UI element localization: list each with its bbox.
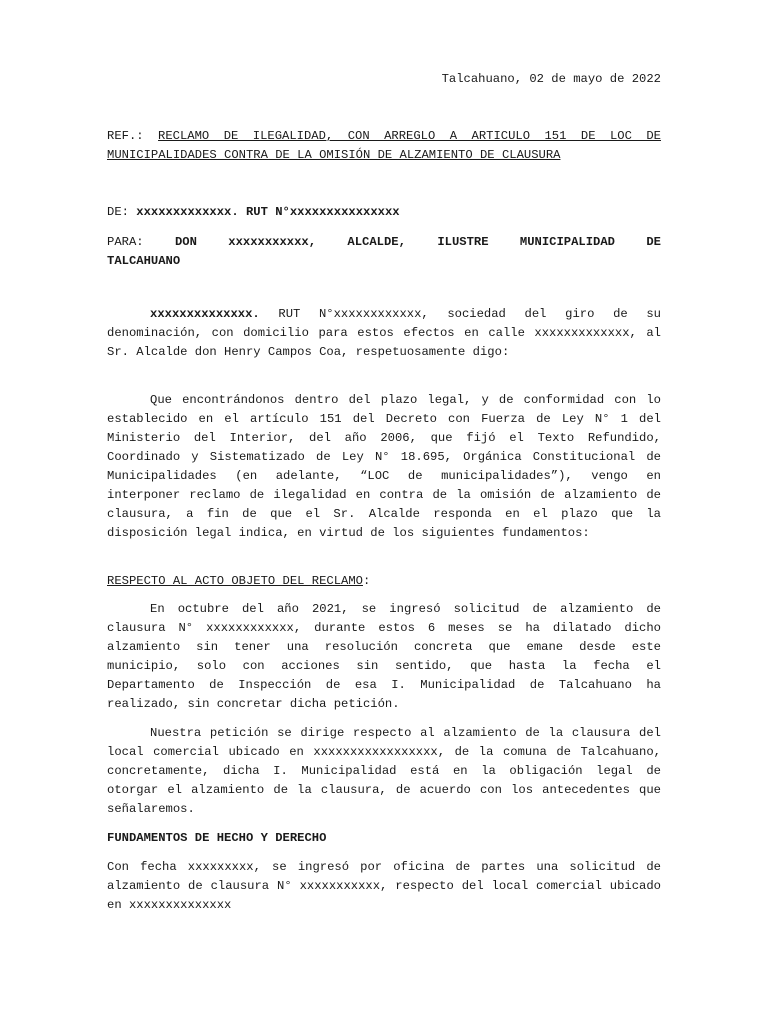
recipient-word: xxxxxxxxxxx,: [228, 235, 317, 249]
paragraph-facts: Con fecha xxxxxxxxx, se ingresó por oficina de partes una solicitud de alzamiento de clausura N° xxxxxxxxxxx, respecto del local comercial ubicado en xxxxxxxxxxxxxx: [107, 860, 661, 912]
sender-label: DE:: [107, 205, 129, 219]
paragraph-request-object: Nuestra petición se dirige respecto al alzamiento de la clausura del local comercial ubicado en xxxxxxxxxxxxxxxxx, de la comuna de Talcahuano, concretamente, dicha I. Municipalidad está en la obligación legal de otorgar el alzamiento de la clausura, de acuerdo con los antecedentes que señalaremos.: [107, 726, 661, 816]
reference-label: REF.:: [107, 129, 144, 143]
section-heading-grounds: FUNDAMENTOS DE HECHO Y DERECHO: [107, 831, 327, 845]
sender-value: xxxxxxxxxxxxx. RUT N°xxxxxxxxxxxxxxx: [136, 205, 400, 219]
recipient-block: [107, 233, 661, 271]
paragraph-request-history: En octubre del año 2021, se ingresó solicitud de alzamiento de clausura N° xxxxxxxxxxxx, durante estos 6 meses se ha dilatado dicho alzamiento sin tener una resolución concreta que emane desde este municipio, solo con acciones sin sentido, que hasta la fecha el Departamento de Inspección de esa I. Municipalidad de Talcahuano ha realizado, sin concretar dicha petición.: [107, 602, 661, 711]
recipient-word: ILUSTRE: [437, 235, 489, 249]
recipient-word: DE: [646, 235, 661, 249]
paragraph-legal-basis: Que encontrándonos dentro del plazo legal, y de conformidad con lo establecido en el artículo 151 del Decreto con Fuerza de Ley N° 1 del Ministerio del Interior, del año 2006, que fijó el Texto Refundido, Coordinado y Sistematizado de Ley N° 18.695, Orgánica Constitucional de Municipalidades (en adelante, “LOC de municipalidades”), vengo en interponer reclamo de ilegalidad en contra de la omisión de alzamiento de clausura, a fin de que el Sr. Alcalde responda en el plazo que la disposición legal indica, en virtud de los siguientes fundamentos:: [107, 393, 661, 540]
intro-text: RUT N°xxxxxxxxxxxx, sociedad del giro de su denominación, con domicilio para estos efectos en calle xxxxxxxxxxxxx, al Sr. Alcalde don Henry Campos Coa, respetuosamente digo:: [107, 307, 661, 359]
recipient-word: ALCALDE,: [347, 235, 406, 249]
intro-name: xxxxxxxxxxxxxx.: [150, 307, 260, 321]
recipient-label: PARA:: [107, 235, 144, 249]
section-heading-text: RESPECTO AL ACTO OBJETO DEL RECLAMO: [107, 574, 363, 588]
recipient-word: DON: [174, 235, 197, 249]
reference-subject: RECLAMO DE ILEGALIDAD, CON ARREGLO A ARTICULO 151 DE LOC DE MUNICIPALIDADES CONTRA DE LA OMISIÓN DE ALZAMIENTO DE CLAUSURA: [107, 129, 661, 162]
section-heading-colon: :: [362, 574, 371, 588]
sender-line: [107, 203, 661, 222]
recipient-line: [107, 233, 661, 252]
recipient-city: TALCAHUANO: [107, 254, 181, 268]
recipient-word: MUNICIPALIDAD: [519, 235, 615, 249]
intro-paragraph: [107, 305, 661, 362]
reference-line: [107, 127, 661, 165]
section-heading-act: [107, 572, 661, 591]
document-date: Talcahuano, 02 de mayo de 2022: [441, 72, 661, 86]
